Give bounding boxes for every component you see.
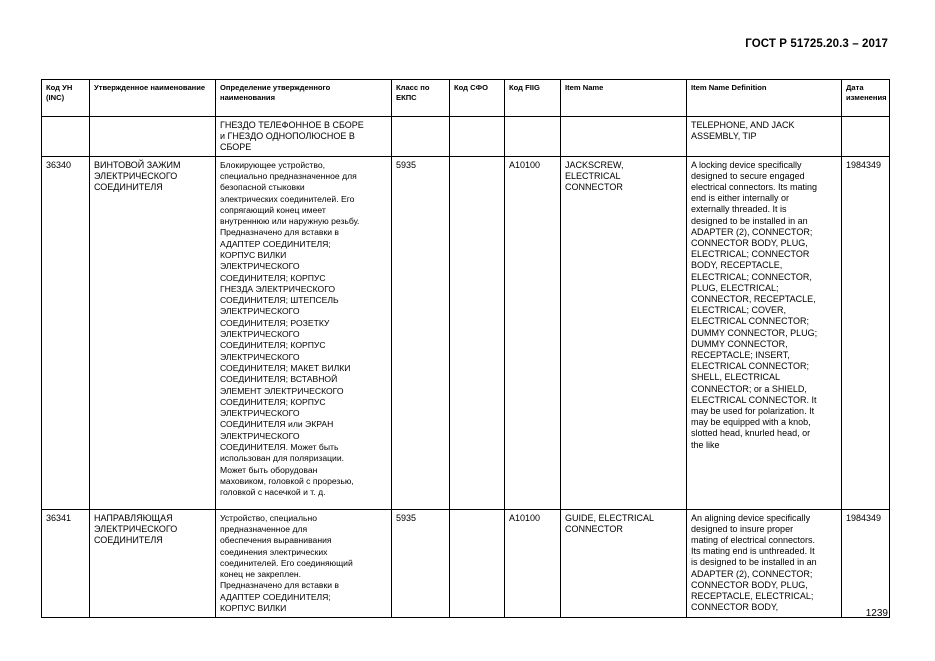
col-header-item-name-definition: Item Name Definition <box>687 80 842 117</box>
table-row <box>42 117 890 157</box>
cell-definition-ru: Блокирующее устройство, специально предназначенное для безопасной стыковки электрических соединителей. Его сопрягающий конец имеет внутреннюю или наружную резьбу. Предназначено для вставки в АДАПТЕР СОЕДИНИТЕЛЯ; КОРПУС ВИЛКИ ЭЛЕКТРИЧЕСКОГО СОЕДИНИТЕЛЯ; КОРПУС ГНЕЗДА ЭЛЕКТРИЧЕСКОГО СОЕДИНИТЕЛЯ; ШТЕПСЕЛЬ ЭЛЕКТРИЧЕСКОГО СОЕДИНИТЕЛЯ; РОЗЕТКУ ЭЛЕКТРИЧЕСКОГО СОЕДИНИТЕЛЯ; КОРПУС ЭЛЕКТРИЧЕСКОГО СОЕДИНИТЕЛЯ; МАКЕТ ВИЛКИ СОЕДИНИТЕЛЯ; ВСТАВНОЙ ЭЛЕМЕНТ ЭЛЕКТРИЧЕСКОГО СОЕДИНИТЕЛЯ; КОРПУС ЭЛЕКТРИЧЕСКОГО СОЕДИНИТЕЛЯ или ЭКРАН ЭЛЕКТРИЧЕСКОГО СОЕДИНИТЕЛЯ. Может быть использован для поляризации. Может быть оборудован маховиком, головкой с прорезью, головкой с насечкой и т. д. <box>216 156 392 509</box>
cell-item-name: GUIDE, ELECTRICAL CONNECTOR <box>561 509 687 617</box>
table-row <box>42 156 890 509</box>
col-header-change-date: Дата изменения <box>842 80 890 117</box>
page-number: 1239 <box>865 608 888 619</box>
item-names-table <box>41 79 890 618</box>
col-header-inc: Код УН (INC) <box>42 80 90 117</box>
cell-inc <box>42 117 90 157</box>
cell-approved-name: НАПРАВЛЯЮЩАЯ ЭЛЕКТРИЧЕСКОГО СОЕДИНИТЕЛЯ <box>90 509 216 617</box>
col-header-definition-ru: Определение утвержденного наименования <box>216 80 392 117</box>
cell-fiig: A10100 <box>505 156 561 509</box>
cell-sfo <box>450 156 505 509</box>
cell-fiig: A10100 <box>505 509 561 617</box>
cell-change-date <box>842 117 890 157</box>
cell-class: 5935 <box>392 156 450 509</box>
table-header-row <box>42 80 890 117</box>
cell-change-date: 1984349 <box>842 156 890 509</box>
cell-class <box>392 117 450 157</box>
table-row <box>42 509 890 617</box>
cell-fiig <box>505 117 561 157</box>
col-header-fiig: Код FIIG <box>505 80 561 117</box>
cell-inc: 36341 <box>42 509 90 617</box>
col-header-approved-name: Утвержденное наименование <box>90 80 216 117</box>
col-header-class: Класс по ЕКПС <box>392 80 450 117</box>
cell-item-name-definition: TELEPHONE, AND JACK ASSEMBLY, TIP <box>687 117 842 157</box>
cell-item-name-definition: A locking device specifically designed to secure engaged electrical connectors. Its mating end is either internally or externally threaded. It is designed to be installed in an ADAPTER (2), CONNECTOR; CONNECTOR BODY, PLUG, ELECTRICAL; CONNECTOR BODY, RECEPTACLE, ELECTRICAL; CONNECTOR, PLUG, ELECTRICAL; CONNECTOR, RECEPTACLE, ELECTRICAL; COVER, ELECTRICAL CONNECTOR; DUMMY CONNECTOR, PLUG; DUMMY CONNECTOR, RECEPTACLE; INSERT, ELECTRICAL CONNECTOR; SHELL, ELECTRICAL CONNECTOR; or a SHIELD, ELECTRICAL CONNECTOR. It may be used for polarization. It may be equipped with a knob, slotted head, knurled head, or the like <box>687 156 842 509</box>
cell-sfo <box>450 509 505 617</box>
col-header-item-name: Item Name <box>561 80 687 117</box>
cell-item-name-definition: An aligning device specifically designed to insure proper mating of electrical connectors. Its mating end is unthreaded. It is designed to be installed in an ADAPTER (2), CONNECTOR; CONNECTOR BODY, PLUG, RECEPTACLE, ELECTRICAL; CONNECTOR BODY, <box>687 509 842 617</box>
cell-class: 5935 <box>392 509 450 617</box>
cell-approved-name <box>90 117 216 157</box>
cell-definition-ru: Устройство, специально предназначенное для обеспечения выравнивания соединения электрических соединителей. Его соединяющий конец не закреплен. Предназначено для вставки в АДАПТЕР СОЕДИНИТЕЛЯ; КОРПУС ВИЛКИ <box>216 509 392 617</box>
cell-approved-name: ВИНТОВОЙ ЗАЖИМ ЭЛЕКТРИЧЕСКОГО СОЕДИНИТЕЛЯ <box>90 156 216 509</box>
cell-item-name <box>561 117 687 157</box>
document-standard-header: ГОСТ Р 51725.20.3 – 2017 <box>745 38 888 50</box>
cell-sfo <box>450 117 505 157</box>
cell-item-name: JACKSCREW, ELECTRICAL CONNECTOR <box>561 156 687 509</box>
cell-change-date: 1984349 <box>842 509 890 617</box>
cell-definition-ru: ГНЕЗДО ТЕЛЕФОННОЕ В СБОРЕ и ГНЕЗДО ОДНОПОЛЮСНОЕ В СБОРЕ <box>216 117 392 157</box>
cell-inc: 36340 <box>42 156 90 509</box>
col-header-sfo: Код СФО <box>450 80 505 117</box>
